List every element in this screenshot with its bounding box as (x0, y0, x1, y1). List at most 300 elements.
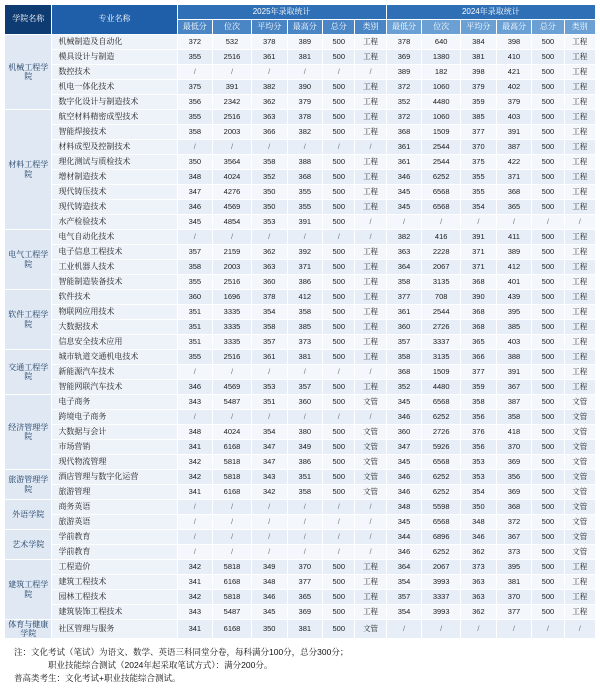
cell-2024-max: 367 (496, 530, 532, 545)
cell-2024-total: 500 (532, 320, 564, 335)
cell-2025-rank: 3335 (213, 335, 252, 350)
cell-2025-avg: 353 (251, 380, 287, 395)
cell-2025-max: 381 (287, 620, 323, 639)
cell-2025-total: 500 (323, 125, 355, 140)
major-name-cell: 商务英语 (52, 500, 177, 515)
cell-2025-rank: 4024 (213, 425, 252, 440)
cell-2025-max: 358 (287, 305, 323, 320)
table-row (5, 545, 596, 560)
table-row (5, 530, 596, 545)
cell-2024-category: 工程 (564, 260, 595, 275)
cell-2024-rank: 6252 (422, 545, 461, 560)
table-row (5, 350, 596, 365)
cell-2025-avg: 343 (251, 470, 287, 485)
cell-2025-min: 341 (177, 575, 213, 590)
cell-2025-min: 341 (177, 485, 213, 500)
college-name-cell: 建筑工程学院 (5, 560, 52, 620)
note-line-2: 职业技能综合测试（2024年起采取笔试方式）：满分200分。 (48, 660, 273, 671)
major-name-cell: 材料成型及控制技术 (52, 140, 177, 155)
cell-2024-max: 422 (496, 155, 532, 170)
cell-2025-avg: 358 (251, 320, 287, 335)
major-name-cell: 智能焊接技术 (52, 125, 177, 140)
cell-2024-category: 工程 (564, 95, 595, 110)
cell-2025-category: 工程 (355, 605, 386, 620)
cell-2025-max: / (287, 515, 323, 530)
table-row (5, 620, 596, 639)
cell-2025-category: / (355, 500, 386, 515)
header-group-2024: 2024年录取统计 (386, 5, 595, 20)
cell-2024-max: 356 (496, 470, 532, 485)
cell-2024-avg: 377 (461, 365, 497, 380)
cell-2025-rank: / (213, 140, 252, 155)
cell-2025-max: 360 (287, 395, 323, 410)
cell-2025-rank: / (213, 230, 252, 245)
cell-2024-avg: 366 (461, 350, 497, 365)
cell-2025-max: 349 (287, 440, 323, 455)
cell-2025-total: 500 (323, 275, 355, 290)
cell-2025-total: 500 (323, 350, 355, 365)
cell-2024-avg: 362 (461, 605, 497, 620)
cell-2025-total: 500 (323, 425, 355, 440)
cell-2025-category: 工程 (355, 245, 386, 260)
cell-2025-rank: 1696 (213, 290, 252, 305)
cell-2025-rank: 6168 (213, 440, 252, 455)
cell-2024-max: 395 (496, 305, 532, 320)
cell-2024-total: 500 (532, 470, 564, 485)
cell-2024-min: 346 (386, 545, 422, 560)
cell-2025-max: 388 (287, 155, 323, 170)
major-name-cell: 旅游管理 (52, 485, 177, 500)
cell-2024-rank: 6568 (422, 185, 461, 200)
cell-2025-max: 412 (287, 290, 323, 305)
college-name-cell: 机械工程学院 (5, 35, 52, 110)
cell-2024-category: 文管 (564, 545, 595, 560)
cell-2025-avg: / (251, 365, 287, 380)
table-row (5, 335, 596, 350)
cell-2025-min: 342 (177, 590, 213, 605)
major-name-cell: 工程造价 (52, 560, 177, 575)
cell-2024-min: 358 (386, 350, 422, 365)
cell-2024-max: 368 (496, 500, 532, 515)
major-name-cell: 跨境电子商务 (52, 410, 177, 425)
cell-2024-min: 389 (386, 65, 422, 80)
table-row (5, 35, 596, 50)
table-row (5, 80, 596, 95)
cell-2025-rank: 3335 (213, 320, 252, 335)
cell-2025-min: 358 (177, 125, 213, 140)
cell-2024-category: 工程 (564, 200, 595, 215)
cell-2024-min: 378 (386, 35, 422, 50)
cell-2025-total: / (323, 410, 355, 425)
cell-2024-rank: 3135 (422, 275, 461, 290)
major-name-cell: 建筑工程技术 (52, 575, 177, 590)
cell-2024-avg: 375 (461, 155, 497, 170)
major-name-cell: 学前教育 (52, 530, 177, 545)
cell-2025-rank: 2516 (213, 110, 252, 125)
cell-2024-category: 工程 (564, 320, 595, 335)
cell-2025-avg: 350 (251, 185, 287, 200)
cell-2024-total: 500 (532, 395, 564, 410)
cell-2024-max: 371 (496, 170, 532, 185)
cell-2025-category: 工程 (355, 320, 386, 335)
cell-2025-avg: 345 (251, 605, 287, 620)
cell-2024-avg: 373 (461, 560, 497, 575)
cell-2025-rank: / (213, 530, 252, 545)
college-name-cell: 经济管理学院 (5, 395, 52, 470)
cell-2024-min: 357 (386, 335, 422, 350)
cell-2024-min: 345 (386, 200, 422, 215)
college-name-cell: 体育与健康学院 (5, 620, 52, 639)
cell-2024-max: 367 (496, 380, 532, 395)
cell-2025-min: / (177, 530, 213, 545)
cell-2025-rank: / (213, 65, 252, 80)
college-name-cell: 电气工程学院 (5, 230, 52, 290)
cell-2024-category: 工程 (564, 245, 595, 260)
cell-2025-rank: / (213, 410, 252, 425)
cell-2024-min: 357 (386, 590, 422, 605)
cell-2025-max: 355 (287, 200, 323, 215)
cell-2024-category: 工程 (564, 185, 595, 200)
cell-2025-category: 工程 (355, 335, 386, 350)
cell-2025-min: 345 (177, 215, 213, 230)
major-name-cell: 园林工程技术 (52, 590, 177, 605)
cell-2024-avg: 353 (461, 470, 497, 485)
cell-2025-rank: 532 (213, 35, 252, 50)
cell-2024-avg: 368 (461, 275, 497, 290)
cell-2024-max: 370 (496, 440, 532, 455)
table-header (5, 5, 596, 35)
cell-2025-min: 350 (177, 155, 213, 170)
cell-2025-avg: 360 (251, 275, 287, 290)
cell-2024-category: 工程 (564, 350, 595, 365)
cell-2025-rank: 5818 (213, 560, 252, 575)
cell-2024-total: 500 (532, 575, 564, 590)
cell-2025-total: 500 (323, 215, 355, 230)
cell-2024-total: 500 (532, 125, 564, 140)
cell-2025-max: 355 (287, 185, 323, 200)
cell-2025-rank: 2003 (213, 125, 252, 140)
cell-2024-max: 411 (496, 230, 532, 245)
header-min-2025: 最低分 (177, 20, 213, 35)
cell-2025-avg: 342 (251, 485, 287, 500)
table-row (5, 425, 596, 440)
major-name-cell: 现代铸压技术 (52, 185, 177, 200)
college-name-cell: 材料工程学院 (5, 110, 52, 230)
cell-2025-min: 355 (177, 110, 213, 125)
cell-2025-category: 工程 (355, 200, 386, 215)
cell-2025-avg: 363 (251, 110, 287, 125)
cell-2025-min: 341 (177, 620, 213, 639)
cell-2024-total: / (532, 620, 564, 639)
cell-2024-rank: / (422, 215, 461, 230)
cell-2025-total: 500 (323, 260, 355, 275)
cell-2025-total: 500 (323, 470, 355, 485)
cell-2024-rank: 1380 (422, 50, 461, 65)
table-row (5, 320, 596, 335)
cell-2024-min: 346 (386, 410, 422, 425)
cell-2024-rank: 182 (422, 65, 461, 80)
cell-2025-rank: 6168 (213, 620, 252, 639)
cell-2025-category: 文管 (355, 425, 386, 440)
table-row (5, 395, 596, 410)
cell-2024-avg: / (461, 620, 497, 639)
header-total-2025: 总分 (323, 20, 355, 35)
cell-2025-total: / (323, 365, 355, 380)
major-name-cell: 工业机器人技术 (52, 260, 177, 275)
table-row (5, 125, 596, 140)
cell-2025-avg: / (251, 140, 287, 155)
header-rank-2024: 位次 (422, 20, 461, 35)
cell-2025-rank: / (213, 500, 252, 515)
cell-2025-avg: 363 (251, 260, 287, 275)
cell-2025-rank: / (213, 545, 252, 560)
header-category-2025: 类别 (355, 20, 386, 35)
cell-2025-total: 500 (323, 305, 355, 320)
cell-2025-max: / (287, 410, 323, 425)
table-row (5, 290, 596, 305)
cell-2025-category: 工程 (355, 110, 386, 125)
cell-2024-min: 354 (386, 575, 422, 590)
cell-2024-max: 398 (496, 35, 532, 50)
cell-2024-min: 368 (386, 365, 422, 380)
cell-2025-avg: 362 (251, 245, 287, 260)
cell-2024-avg: 381 (461, 50, 497, 65)
cell-2025-avg: 353 (251, 215, 287, 230)
cell-2025-avg: / (251, 530, 287, 545)
cell-2024-category: 工程 (564, 590, 595, 605)
cell-2024-avg: 365 (461, 335, 497, 350)
cell-2024-total: 500 (532, 500, 564, 515)
cell-2025-rank: 4569 (213, 200, 252, 215)
cell-2025-avg: 354 (251, 425, 287, 440)
cell-2024-min: 347 (386, 440, 422, 455)
cell-2024-category: 文管 (564, 530, 595, 545)
cell-2024-max: / (496, 215, 532, 230)
cell-2025-max: / (287, 230, 323, 245)
cell-2024-max: 421 (496, 65, 532, 80)
cell-2025-min: / (177, 515, 213, 530)
major-name-cell: 电子商务 (52, 395, 177, 410)
cell-2024-max: 389 (496, 245, 532, 260)
cell-2025-total: 500 (323, 50, 355, 65)
cell-2025-total: 500 (323, 335, 355, 350)
cell-2024-total: 500 (532, 605, 564, 620)
cell-2024-total: 500 (532, 290, 564, 305)
cell-2025-total: 500 (323, 185, 355, 200)
cell-2025-total: 500 (323, 560, 355, 575)
cell-2025-total: / (323, 515, 355, 530)
cell-2024-category: 工程 (564, 305, 595, 320)
header-min-2024: 最低分 (386, 20, 422, 35)
table-row (5, 500, 596, 515)
table-row (5, 575, 596, 590)
cell-2024-category: 工程 (564, 230, 595, 245)
cell-2024-min: 368 (386, 125, 422, 140)
cell-2024-avg: 346 (461, 530, 497, 545)
major-name-cell: 城市轨道交通机电技术 (52, 350, 177, 365)
cell-2024-rank: 2726 (422, 320, 461, 335)
cell-2025-min: 343 (177, 605, 213, 620)
cell-2024-min: 363 (386, 245, 422, 260)
cell-2025-category: 文管 (355, 620, 386, 639)
cell-2024-max: 403 (496, 335, 532, 350)
cell-2025-total: 500 (323, 620, 355, 639)
cell-2024-min: 364 (386, 560, 422, 575)
cell-2025-rank: 2516 (213, 50, 252, 65)
cell-2025-min: 351 (177, 335, 213, 350)
cell-2025-max: 380 (287, 425, 323, 440)
note-line-3: 普高类考生：文化考试+职业技能综合测试。 (14, 672, 181, 683)
cell-2024-rank: 3993 (422, 605, 461, 620)
cell-2024-avg: 355 (461, 185, 497, 200)
cell-2025-category: / (355, 515, 386, 530)
major-name-cell: 电子信息工程技术 (52, 245, 177, 260)
cell-2025-avg: 347 (251, 440, 287, 455)
cell-2024-rank: 416 (422, 230, 461, 245)
cell-2025-min: 348 (177, 425, 213, 440)
cell-2025-max: 381 (287, 50, 323, 65)
cell-2024-rank: 6252 (422, 485, 461, 500)
cell-2024-min: 352 (386, 380, 422, 395)
college-name-cell: 旅游管理学院 (5, 470, 52, 500)
cell-2024-avg: 356 (461, 440, 497, 455)
cell-2025-category: / (355, 215, 386, 230)
table-row (5, 185, 596, 200)
cell-2024-min: 346 (386, 170, 422, 185)
cell-2025-max: / (287, 65, 323, 80)
cell-2025-category: / (355, 410, 386, 425)
cell-2025-avg: 362 (251, 95, 287, 110)
cell-2024-max: 401 (496, 275, 532, 290)
cell-2024-max: 372 (496, 515, 532, 530)
cell-2025-rank: 3335 (213, 305, 252, 320)
cell-2025-min: 360 (177, 290, 213, 305)
cell-2025-rank: / (213, 515, 252, 530)
cell-2025-total: 500 (323, 485, 355, 500)
cell-2024-rank: 2067 (422, 260, 461, 275)
cell-2024-min: 346 (386, 470, 422, 485)
table-row (5, 305, 596, 320)
cell-2025-total: / (323, 140, 355, 155)
cell-2025-avg: 352 (251, 170, 287, 185)
cell-2025-max: 377 (287, 575, 323, 590)
cell-2025-rank: 2342 (213, 95, 252, 110)
cell-2024-min: 382 (386, 230, 422, 245)
major-name-cell: 社区管理与服务 (52, 620, 177, 639)
cell-2024-min: 358 (386, 275, 422, 290)
cell-2024-avg: 359 (461, 380, 497, 395)
cell-2024-rank: 2067 (422, 560, 461, 575)
cell-2024-rank: 6568 (422, 515, 461, 530)
cell-2024-max: 358 (496, 410, 532, 425)
cell-2025-avg: / (251, 545, 287, 560)
header-total-2024: 总分 (532, 20, 564, 35)
cell-2025-total: 500 (323, 35, 355, 50)
cell-2024-avg: 359 (461, 95, 497, 110)
header-college: 学院名称 (5, 5, 52, 35)
major-name-cell: 信息安全技术应用 (52, 335, 177, 350)
cell-2025-category: 工程 (355, 590, 386, 605)
cell-2025-max: 357 (287, 380, 323, 395)
cell-2024-avg: 368 (461, 320, 497, 335)
cell-2024-category: 工程 (564, 605, 595, 620)
cell-2024-max: 369 (496, 455, 532, 470)
cell-2025-max: 370 (287, 560, 323, 575)
cell-2025-category: 工程 (355, 125, 386, 140)
cell-2025-min: 375 (177, 80, 213, 95)
cell-2025-category: 工程 (355, 50, 386, 65)
cell-2024-total: 500 (532, 485, 564, 500)
cell-2024-total: 500 (532, 425, 564, 440)
cell-2025-total: / (323, 530, 355, 545)
cell-2024-max: 377 (496, 605, 532, 620)
cell-2025-category: / (355, 230, 386, 245)
cell-2024-avg: 385 (461, 110, 497, 125)
cell-2024-total: 500 (532, 440, 564, 455)
cell-2024-min: 345 (386, 455, 422, 470)
cell-2025-min: / (177, 140, 213, 155)
cell-2025-max: 385 (287, 320, 323, 335)
cell-2025-total: 500 (323, 590, 355, 605)
major-name-cell: 市场营销 (52, 440, 177, 455)
cell-2025-total: 500 (323, 245, 355, 260)
table-body (5, 35, 596, 639)
cell-2024-max: 379 (496, 95, 532, 110)
cell-2024-rank: 6896 (422, 530, 461, 545)
cell-2024-category: / (564, 215, 595, 230)
cell-2025-total: 500 (323, 95, 355, 110)
cell-2025-min: / (177, 500, 213, 515)
cell-2024-avg: 391 (461, 230, 497, 245)
cell-2025-avg: 378 (251, 290, 287, 305)
cell-2024-total: 500 (532, 230, 564, 245)
cell-2024-avg: 370 (461, 140, 497, 155)
cell-2024-total: 500 (532, 200, 564, 215)
cell-2024-max: 385 (496, 320, 532, 335)
cell-2024-rank: 3135 (422, 350, 461, 365)
cell-2025-min: / (177, 65, 213, 80)
header-rank-2025: 位次 (213, 20, 252, 35)
cell-2025-avg: 349 (251, 560, 287, 575)
cell-2025-rank: 6168 (213, 575, 252, 590)
cell-2025-total: 500 (323, 455, 355, 470)
cell-2024-min: 361 (386, 140, 422, 155)
cell-2024-rank: 2544 (422, 140, 461, 155)
college-name-cell: 软件工程学院 (5, 290, 52, 350)
cell-2025-min: 355 (177, 275, 213, 290)
cell-2024-category: 工程 (564, 35, 595, 50)
cell-2025-total: 500 (323, 380, 355, 395)
cell-2024-total: 500 (532, 410, 564, 425)
cell-2024-min: 364 (386, 260, 422, 275)
cell-2025-max: / (287, 530, 323, 545)
cell-2024-total: 500 (532, 155, 564, 170)
cell-2024-total: 500 (532, 110, 564, 125)
cell-2025-max: 378 (287, 110, 323, 125)
cell-2024-total: 500 (532, 95, 564, 110)
table-row (5, 515, 596, 530)
cell-2025-max: / (287, 140, 323, 155)
major-name-cell: 航空材料精密成型技术 (52, 110, 177, 125)
cell-2025-min: / (177, 410, 213, 425)
cell-2025-min: / (177, 230, 213, 245)
cell-2025-min: 343 (177, 395, 213, 410)
cell-2024-min: 360 (386, 320, 422, 335)
cell-2024-category: 工程 (564, 560, 595, 575)
cell-2024-total: 500 (532, 455, 564, 470)
cell-2024-category: 工程 (564, 380, 595, 395)
cell-2024-avg: 368 (461, 305, 497, 320)
